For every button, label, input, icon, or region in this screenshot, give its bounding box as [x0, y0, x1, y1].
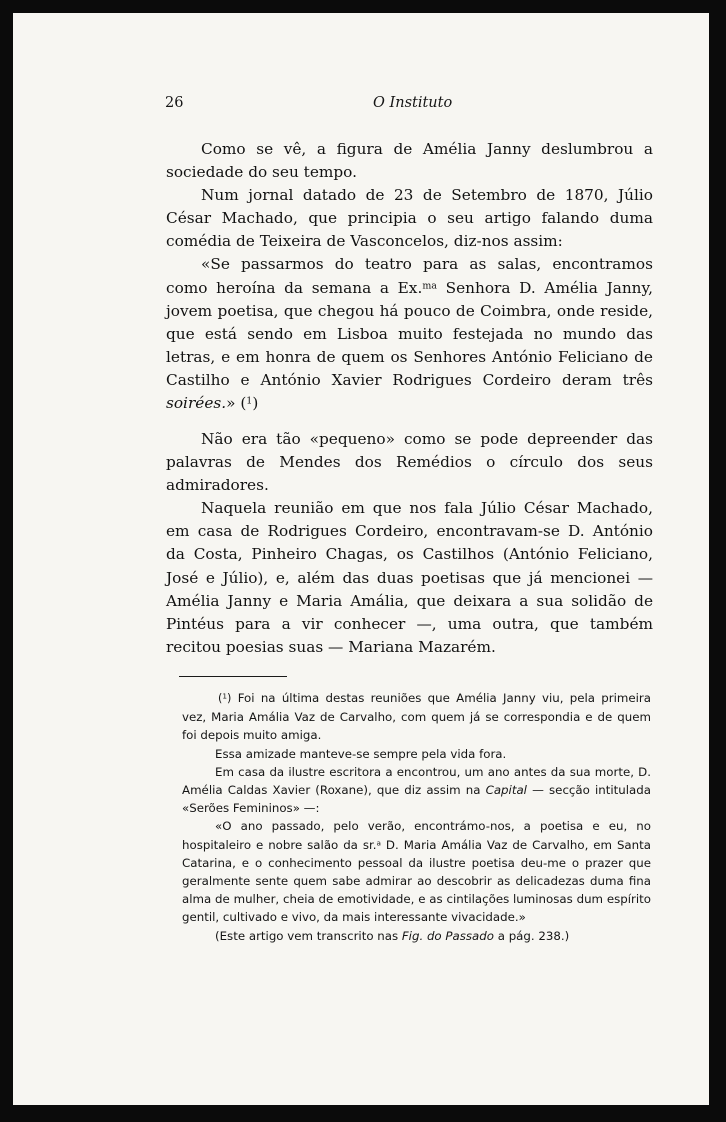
- footnote-reference: 1: [246, 395, 253, 407]
- footnote-1-para-2: Essa amizade manteve-se sempre pela vida fora.: [215, 746, 507, 761]
- footnote-para-3-end: — secção intitulada «Serões Femininos» —:: [182, 783, 651, 816]
- superscript-a: a: [376, 837, 381, 847]
- footnote-para-4-start: «O ano passado, pelo verão, encontrámo-nos, a poetisa e eu, no hospitaleiro e nobre salão da sr.: [182, 819, 651, 852]
- footnote-para-4-end: D. Maria Amália Vaz de Carvalho, em Santa Catarina, e o conhecimento pessoal da ilustre poetisa deu-me o prazer que geralmente sente quem sabe admirar ao descobrir as delicadezas duma fina alma de mulher, cheia de emotividade, e as cintilações luminosas dum espírito gentil, cultivado e vivo, da mais interessante vivacidade.»: [182, 837, 651, 925]
- footnote-1-para-5: [182, 927, 651, 945]
- footnote-1-para-3: [182, 763, 651, 818]
- page-number: 26: [165, 95, 184, 111]
- document-page: [13, 13, 709, 1105]
- footnote-ref-close: ): [252, 394, 259, 413]
- paragraph-3-quote: [166, 253, 653, 415]
- quote-text-end: » (: [226, 394, 247, 413]
- capital-emphasis: Capital: [485, 783, 527, 798]
- footnote-para-5-start: (Este artigo vem transcrito nas: [215, 928, 402, 943]
- quote-text-start: «Se passarmos do teatro para as salas, encontramos como heroína da semana a Ex.: [166, 255, 653, 297]
- footnote-marker-number: 1: [222, 691, 228, 701]
- superscript-ma: ma: [422, 279, 437, 291]
- paragraph-5: Naquela reunião em que nos fala Júlio César Machado, em casa de Rodrigues Cordeiro, encontravam-se D. António da Costa, Pinheiro Chagas, os Castilhos (António Feliciano, José e Júlio), e, além das duas poetisas que já mencionei — Amélia Janny e Maria Amália, que deixara a sua solidão de Pintéus para a vir conhecer —, uma outra, que também recitou poesias suas — Mariana Mazarém.: [166, 499, 653, 656]
- footnote-para-5-end: a pág. 238.): [493, 928, 570, 943]
- fig-do-passado-emphasis: Fig. do Passado: [401, 928, 494, 943]
- main-text-top: [166, 138, 653, 415]
- running-title: O Instituto: [373, 95, 453, 111]
- page-header: [165, 95, 465, 119]
- footnote-1: [182, 689, 651, 745]
- footnotes: [182, 689, 651, 945]
- paragraph-1: Como se vê, a figura de Amélia Janny deslumbrou a sociedade do seu tempo.: [166, 140, 653, 182]
- footnote-marker-open: (: [218, 692, 223, 705]
- footnote-1-para-4: [182, 817, 651, 926]
- footnote-separator: [179, 676, 287, 677]
- soirees-emphasis: soirées.: [166, 394, 227, 413]
- footnote-para-3-start: Em casa da ilustre escritora a encontrou, um ano antes da sua morte, D. Amélia Caldas Xavier (Roxane), que diz assim na: [182, 764, 651, 798]
- footnote-marker-close: ): [227, 692, 232, 705]
- paragraph-2: Num jornal datado de 23 de Setembro de 1870, Júlio César Machado, que principia o seu artigo falando duma comédia de Teixeira de Vasconcelos, diz-nos assim:: [166, 186, 653, 251]
- paragraph-4: Não era tão «pequeno» como se pode depreender das palavras de Mendes dos Remédios o círculo dos seus admiradores.: [166, 430, 653, 495]
- footnote-1-text: Foi na última destas reuniões que Amélia Janny viu, pela primeira vez, Maria Amália Vaz de Carvalho, com quem já se correspondia e de quem foi depois muito amiga.: [182, 691, 651, 743]
- main-text-bottom: [166, 428, 653, 659]
- quote-text-middle: Senhora D. Amélia Janny, jovem poetisa, que chegou há pouco de Coimbra, onde reside, que está sendo em Lisboa muito festejada no mundo das letras, e em honra de quem os Senhores António Feliciano de Castilho e António Xavier Rodrigues Cordeiro deram três: [166, 278, 653, 389]
